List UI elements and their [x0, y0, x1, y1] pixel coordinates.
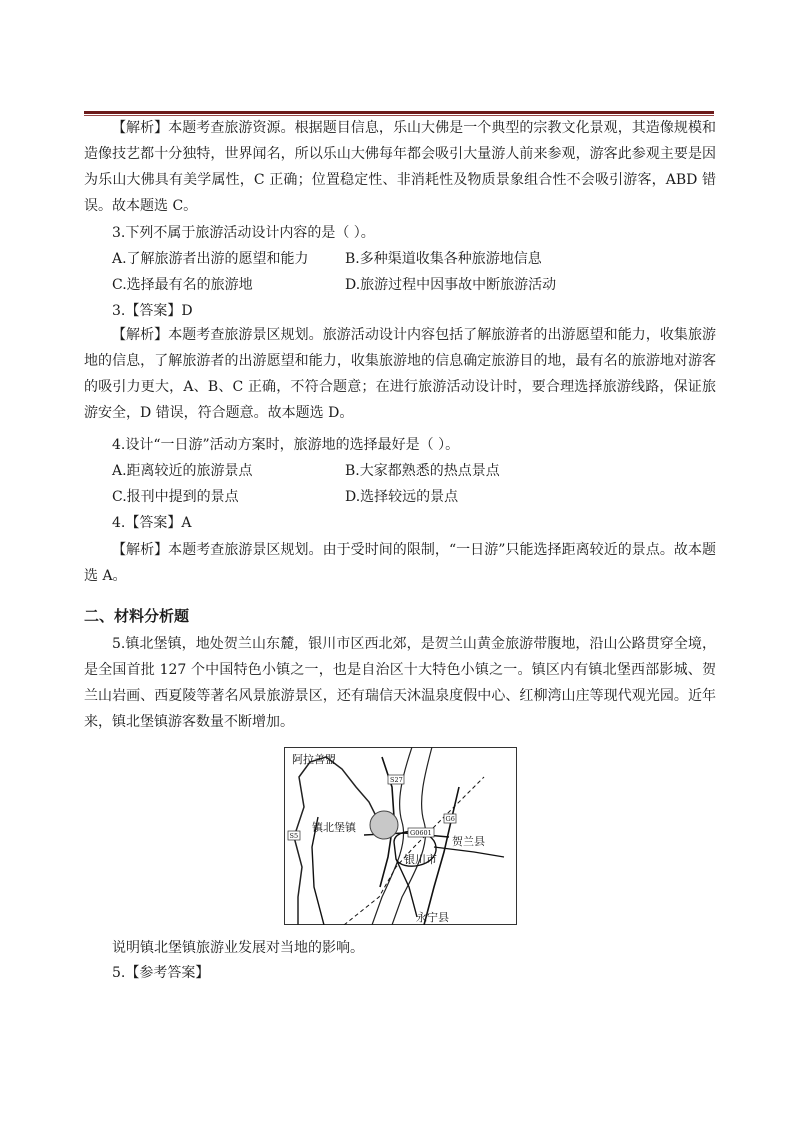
header-rule: [84, 111, 714, 114]
label-yongning: 永宁县: [416, 911, 449, 924]
q5-material: 5.镇北堡镇，地处贺兰山东麓，银川市区西北郊，是贺兰山黄金旅游带腹地，沿山公路贯穿全境，是全国首批 127 个中国特色小镇之一，也是自治区十大特色小镇之一。镇区内有镇北堡西部影城、贺兰山岩画、西夏陵等著名风景旅游景区，还有瑞信天沐温泉度假中心、红柳湾山庄等现代观光园。近年来，镇北堡镇游客数量不断增加。: [84, 636, 716, 730]
analysis-q2: 【解析】本题考查旅游资源。根据题目信息，乐山大佛是一个典型的宗教文化景观，其造像规模和造像技艺都十分独特，世界闻名，所以乐山大佛每年都会吸引大量游人前来参观，游客此参观主要是因为乐山大佛具有美学属性，C 正确；位置稳定性、非消耗性及物质景象组合性不会吸引游客，ABD 错误。故本题选 C。: [84, 120, 716, 214]
q4-answer: 4.【答案】A: [112, 515, 192, 531]
q4-option-a: A.距离较近的旅游景点: [112, 463, 253, 479]
label-zhenbeibao: 镇北堡镇: [312, 821, 356, 834]
q3-option-a: A.了解旅游者出游的愿望和能力: [112, 251, 309, 267]
label-yinchuan: 银川市: [404, 853, 437, 866]
label-alxa: 阿拉善盟: [292, 753, 336, 766]
q3-option-b: B.多种渠道收集各种旅游地信息: [345, 251, 542, 267]
q3-option-c: C.选择最有名的旅游地: [112, 277, 253, 293]
sign-g0601: G0601: [410, 829, 432, 837]
location-map: [284, 747, 517, 925]
zhenbeibao-marker: [370, 811, 398, 839]
sign-g6: G6: [445, 815, 455, 823]
q3-answer: 3.【答案】D: [112, 303, 193, 319]
section-heading: 二、材料分析题: [84, 607, 190, 625]
label-helan: 贺兰县: [452, 835, 485, 848]
q4-option-d: D.选择较远的景点: [345, 489, 459, 505]
q3-analysis: 【解析】本题考查旅游景区规划。旅游活动设计内容包括了解旅游者的出游愿望和能力，收集旅游地的信息，了解旅游者的出游愿望和能力，收集旅游地的信息确定旅游目的地，最有名的旅游地对游客的吸引力更大，A、B、C 正确，不符合题意；在进行旅游活动设计时，要合理选择旅游线路，保证旅游安全，D 错误，符合题意。故本题选 D。: [84, 327, 716, 421]
q4-option-b: B.大家都熟悉的热点景点: [345, 463, 500, 479]
q5-answer: 5.【参考答案】: [112, 965, 210, 981]
q4-analysis: 【解析】本题考查旅游景区规划。由于受时间的限制，“一日游”只能选择距离较近的景点。故本题选 A。: [84, 542, 716, 584]
q3-stem: 3.下列不属于旅游活动设计内容的是（ ）。: [112, 225, 375, 241]
q4-stem: 4.设计“一日游”活动方案时，旅游地的选择最好是（ ）。: [112, 437, 460, 453]
q4-option-c: C.报刊中提到的景点: [112, 489, 239, 505]
sign-s5: S5: [289, 832, 299, 840]
q3-option-d: D.旅游过程中因事故中断旅游活动: [345, 277, 557, 293]
q5-question: 说明镇北堡镇旅游业发展对当地的影响。: [112, 940, 364, 956]
sign-s27: S27: [390, 776, 403, 784]
